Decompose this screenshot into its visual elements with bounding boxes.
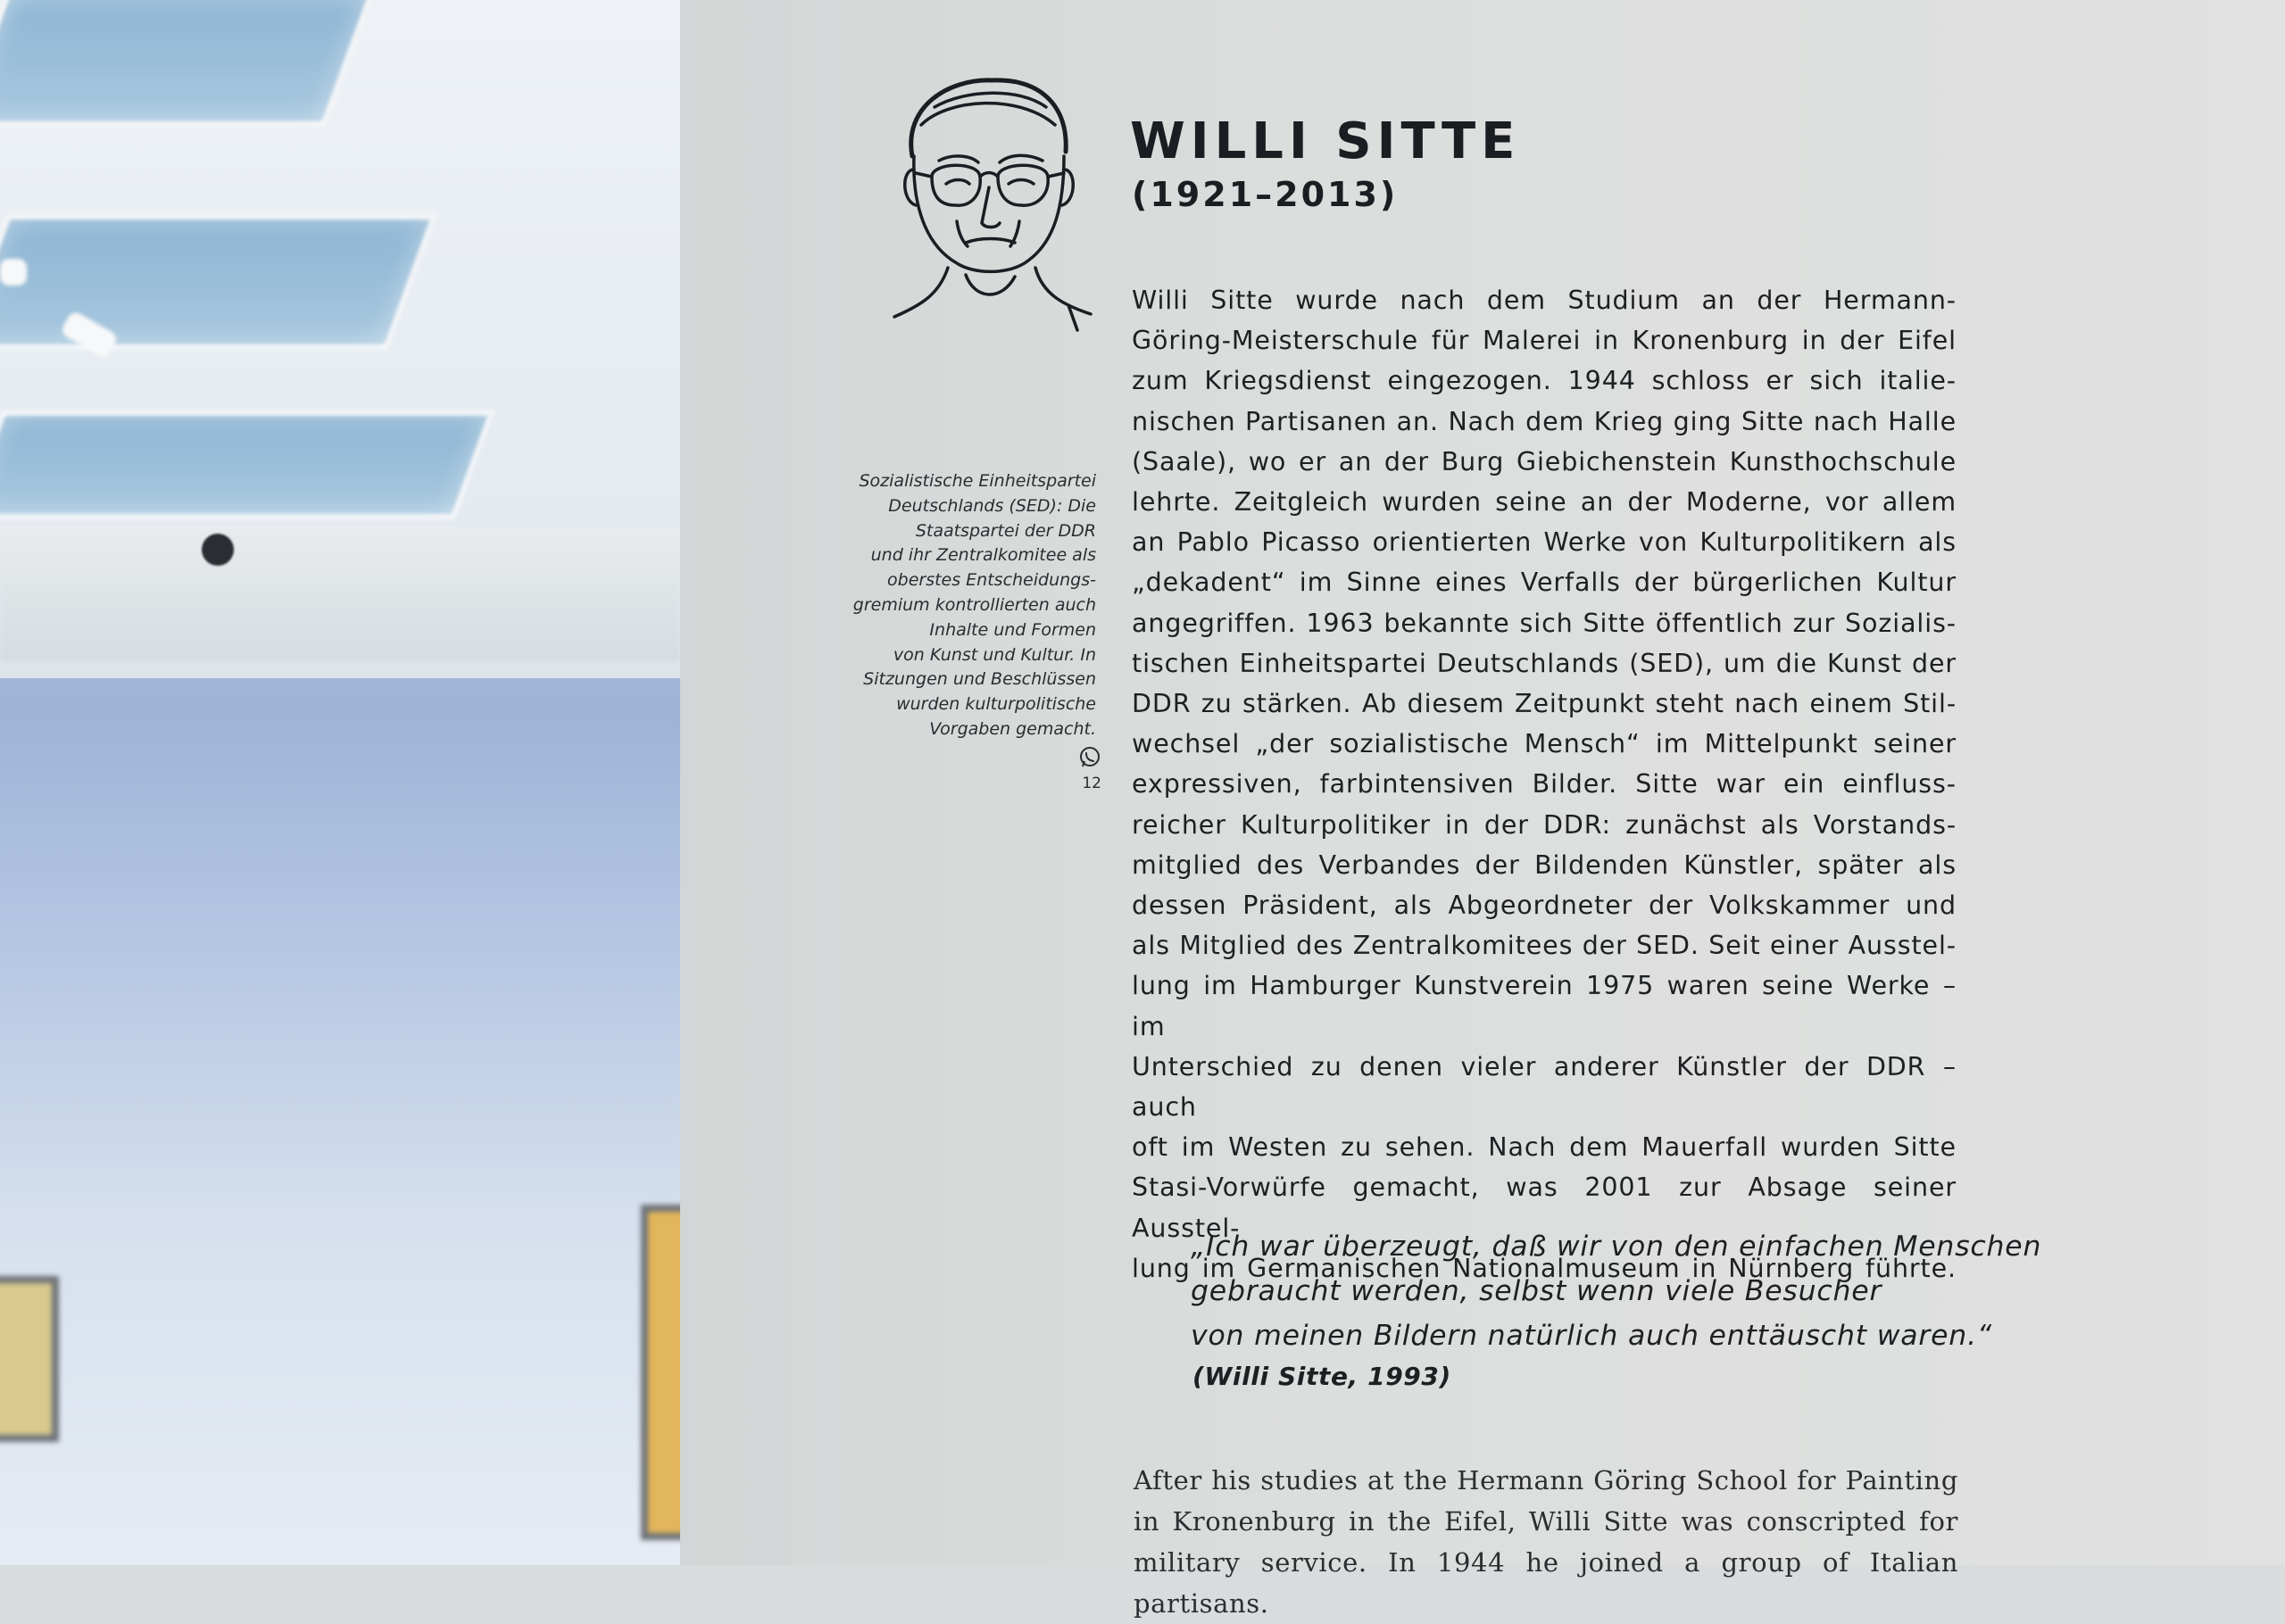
biography-line: DDR zu stärken. Ab diesem Zeitpunkt steht nach einem Stil- xyxy=(1132,689,1957,719)
biography-line: lehrte. Zeitgleich wurden seine an der Moderne, vor allem xyxy=(1132,487,1957,518)
biography-line: als Mitglied des Zentralkomitees der SED. Seit einer Ausstel- xyxy=(1132,931,1957,961)
gallery-background xyxy=(0,0,680,1565)
biography-english xyxy=(1134,1460,1958,1619)
biography-line: „dekadent“ im Sinne eines Verfalls der bürgerlichen Kultur xyxy=(1132,568,1957,598)
framed-picture xyxy=(0,1276,59,1442)
sidenote-line: Sitzungen und Beschlüssen xyxy=(863,669,1096,690)
biography-line: oft im Westen zu sehen. Nach dem Mauerfall wurden Sitte xyxy=(1132,1132,1957,1163)
spotlight xyxy=(0,259,27,286)
artist-name: WILLI SITTE xyxy=(1130,112,1521,170)
sidenote-line: gremium kontrollierten auch xyxy=(852,594,1096,615)
biography-line: zum Kriegsdienst eingezogen. 1944 schloss er sich italie- xyxy=(1132,366,1957,396)
biography-line: wechsel „der sozialistische Mensch“ im Mittelpunkt seiner xyxy=(1132,729,1957,759)
biography-line: nischen Partisanen an. Nach dem Krieg ging Sitte nach Halle xyxy=(1132,406,1957,436)
portrait-illustration xyxy=(885,71,1109,330)
biography-line: military service. In 1944 he joined a group of Italian partisans. xyxy=(1134,1547,1958,1619)
sidenote-line: wurden kulturpolitische xyxy=(896,694,1096,715)
biography-line: in Kronenburg in the Eifel, Willi Sitte was conscripted for xyxy=(1134,1506,1958,1537)
sidenote-line: Staatspartei der DDR xyxy=(915,520,1096,541)
biography-line: lung im Germanischen Nationalmuseum in Nürnberg führte. xyxy=(1132,1253,1957,1283)
sidenote-line: Vorgaben gemacht. xyxy=(929,718,1096,739)
biography-german xyxy=(1132,280,1957,1288)
biography-line: (Saale), wo er an der Burg Giebichenstein Kunsthochschule xyxy=(1132,446,1957,476)
sidenote-line: Inhalte und Formen xyxy=(929,619,1096,640)
biography-line: lung im Hamburger Kunstverein 1975 waren seine Werke – im xyxy=(1132,971,1957,1041)
quote-line: von meinen Bildern natürlich auch enttäuscht waren.“ xyxy=(1191,1320,1993,1352)
quote xyxy=(1191,1224,2190,1358)
quote-attribution: (Willi Sitte, 1993) xyxy=(1192,1362,1451,1391)
quote-line: „Ich war überzeugt, daß wir von den einfachen Menschen xyxy=(1191,1230,2042,1263)
biography-line: tischen Einheitspartei Deutschlands (SED), um die Kunst der xyxy=(1132,648,1957,678)
biography-line: an Pablo Picasso orientierten Werke von Kulturpolitikern als xyxy=(1132,527,1957,558)
artist-years: (1921–2013) xyxy=(1132,175,1399,214)
sidenote-line: Deutschlands (SED): Die xyxy=(888,495,1096,516)
biography-line: expressiven, farbintensiven Bilder. Sitte war ein einfluss- xyxy=(1132,769,1957,800)
sidenote-line: oberstes Entscheidungs- xyxy=(887,570,1096,591)
biography-line: reicher Kulturpolitiker in der DDR: zunächst als Vorstands- xyxy=(1132,809,1957,840)
sidenote-line: Sozialistische Einheitspartei xyxy=(859,471,1096,491)
sidenote-sed xyxy=(796,469,1096,742)
skylight xyxy=(0,410,494,519)
quote-line: gebraucht werden, selbst wenn viele Besucher xyxy=(1191,1275,1882,1307)
sidenote-line: und ihr Zentralkomitee als xyxy=(870,545,1096,566)
skylight xyxy=(0,0,375,127)
security-camera xyxy=(202,534,234,566)
biography-line: Stasi-Vorwürfe gemacht, was 2001 zur Absage seiner Ausstel- xyxy=(1132,1172,1957,1243)
whatsapp-icon xyxy=(1078,746,1101,769)
biography-line: mitglied des Verbandes der Bildenden Künstler, später als xyxy=(1132,849,1957,880)
biography-line: Willi Sitte wurde nach dem Studium an der Hermann- xyxy=(1132,286,1957,315)
biography-line: After his studies at the Hermann Göring School for Painting xyxy=(1134,1465,1958,1496)
ceiling-beam xyxy=(0,526,680,660)
sidenote-line: von Kunst und Kultur. In xyxy=(893,644,1096,665)
audio-guide-number: 12 xyxy=(1082,775,1101,792)
biography-line: Göring-Meisterschule für Malerei in Kronenburg in der Eifel xyxy=(1132,326,1957,356)
biography-line: Unterschied zu denen vieler anderer Künstler der DDR – auch xyxy=(1132,1051,1957,1123)
exhibition-panel xyxy=(680,0,2285,1619)
biography-line: angegriffen. 1963 bekannte sich Sitte öffentlich zur Sozialis- xyxy=(1132,608,1957,638)
biography-line: dessen Präsident, als Abgeordneter der Volkskammer und xyxy=(1132,891,1957,921)
